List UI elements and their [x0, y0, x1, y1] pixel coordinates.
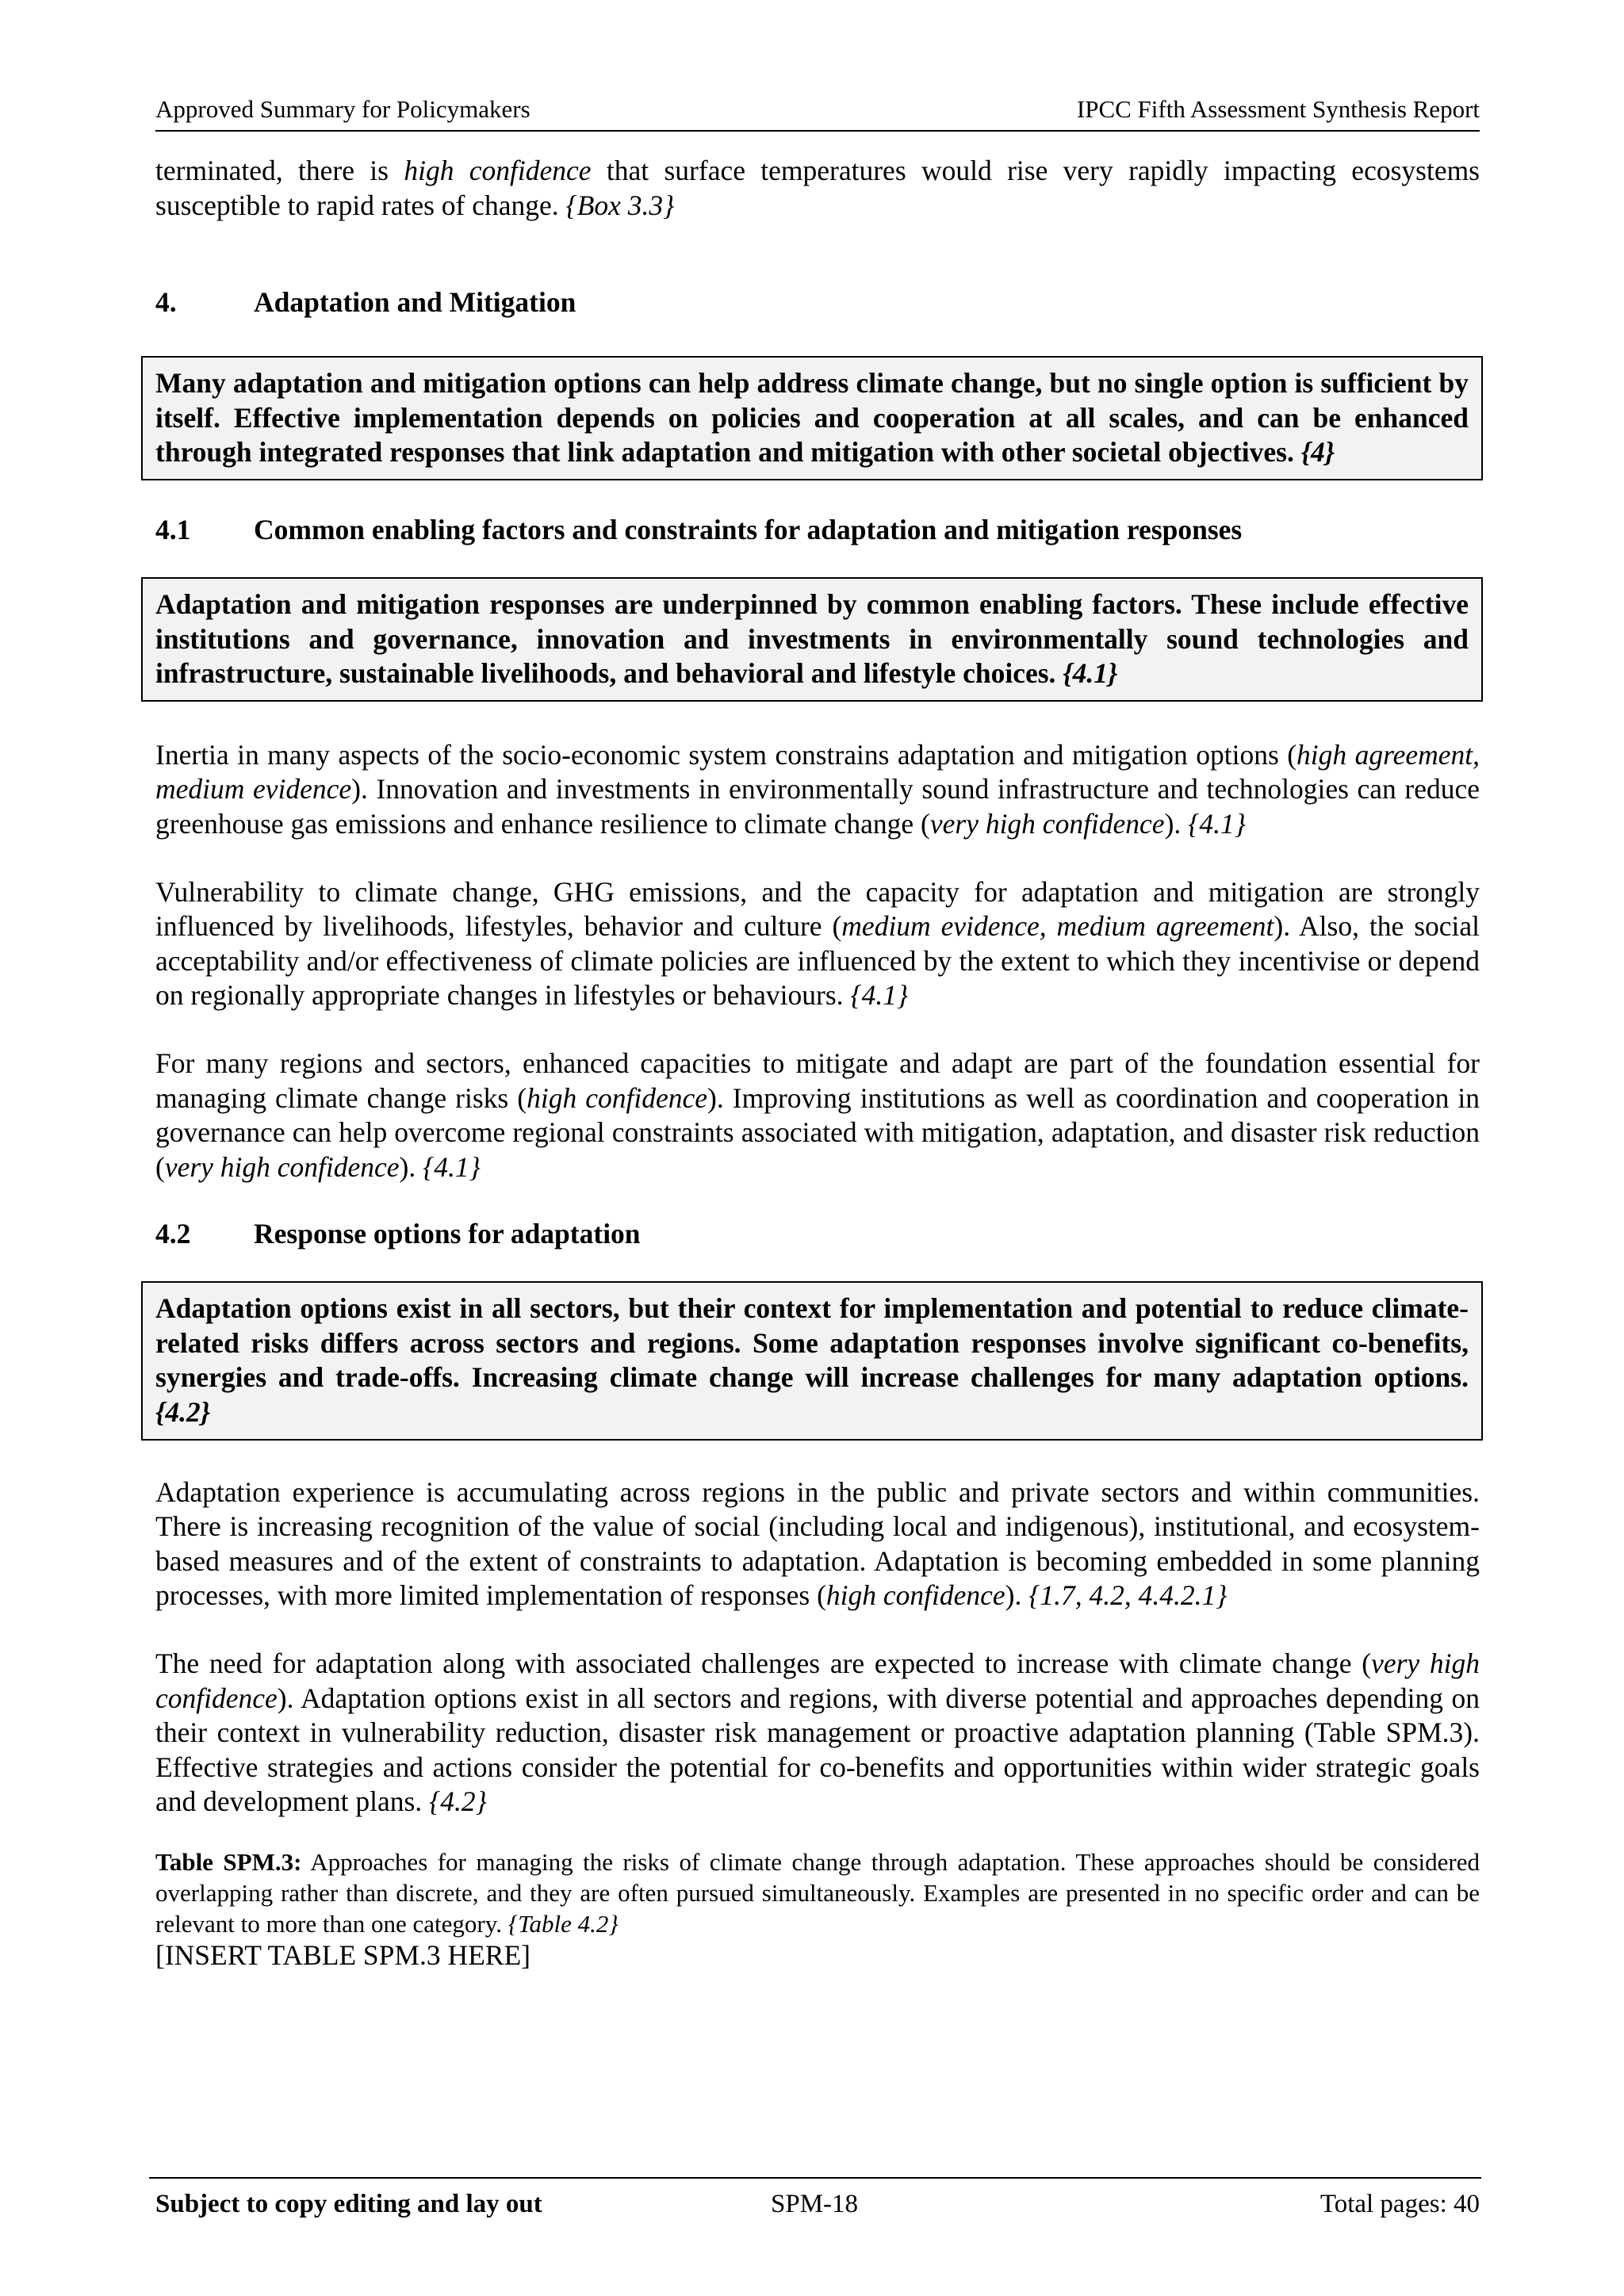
intro-paragraph: terminated, there is high confidence that surface temperatures would rise very rapidly impacting ecosystems susceptible to rapid rates of change. {Box 3.3} — [155, 155, 1480, 221]
header-left: Approved Summary for Policymakers — [155, 95, 530, 123]
paragraph-adaptation-experience: Adaptation experience is accumulating across regions in the public and private sectors and within communities. There is increasing recognition of the value of social (including local and indigenous), institutional, and ecosystem-based measures and of the extent of constraints to adaptation. Adaptation is becoming embedded in some planning processes, with more limited implementation of responses (high confidence). {1.7, 4.2, 4.4.2.1} — [155, 1475, 1480, 1612]
running-header — [155, 94, 1480, 132]
section-4-heading — [155, 285, 1480, 320]
paragraph-inertia: Inertia in many aspects of the socio-economic system constrains adaptation and mitigation options (high agreement, medium evidence). Innovation and investments in environmentally sound infrastructure and technologies can reduce greenhouse gas emissions and enhance resilience to climate change (very high confidence). {4.1} — [155, 738, 1480, 840]
page — [155, 94, 1480, 1971]
section-title: Common enabling factors and constraints for adaptation and mitigation responses — [254, 513, 1243, 545]
key-message: Adaptation and mitigation responses are underpinned by common enabling factors. These include effective institutions and governance, innovation and investments in environmentally sound technologies and infrastructure, sustainable livelihoods, and behavioral and lifestyle choices. {4.1} — [155, 587, 1469, 690]
table-placeholder: [INSERT TABLE SPM.3 HERE] — [155, 1939, 530, 1971]
footer-left: Subject to copy editing and lay out — [155, 2190, 542, 2218]
section-title: Adaptation and Mitigation — [254, 286, 576, 319]
key-message: Many adaptation and mitigation options can help address climate change, but no single option is sufficient by itself. Effective implementation depends on policies and cooperation at all scales, and can be enhanced through integrated responses that link adaptation and mitigation with other societal objectives. {4} — [155, 367, 1469, 469]
section-title: Response options for adaptation — [254, 1218, 641, 1250]
paragraph-capacities: For many regions and sectors, enhanced capacities to mitigate and adapt are part of the foundation essential for managing climate change risks (high confidence). Improving institutions as well as coordination and cooperation in governance can help overcome regional constraints associated with mitigation, adaptation, and disaster risk reduction (very high confidence). {4.1} — [155, 1047, 1480, 1183]
paragraph-need-for-adaptation: The need for adaptation along with associated challenges are expected to increase with climate change (very high confidence). Adaptation options exist in all sectors and regions, with diverse potential and approaches depending on their context in vulnerability reduction, disaster risk management or proactive adaptation planning (Table SPM.3). Effective strategies and actions consider the potential for co-benefits and opportunities within wider strategic goals and development plans. {4.2} — [155, 1647, 1480, 1818]
section-4-1-heading — [155, 512, 1480, 547]
section-4-2-heading — [155, 1216, 1480, 1251]
total-pages: Total pages: 40 — [1320, 2190, 1480, 2218]
key-message: Adaptation options exist in all sectors, but their context for implementation and potential to reduce climate-related risks differs across sectors and regions. Some adaptation responses involve significant co-benefits, synergies and trade-offs. Increasing climate change will increase challenges for many adaptation options. {4.2} — [155, 1292, 1469, 1429]
footer — [149, 2177, 1481, 2218]
section-number: 4.1 — [155, 513, 191, 545]
section-4-1-key-message-box — [141, 577, 1483, 702]
section-number: 4.2 — [155, 1218, 191, 1250]
paragraph-vulnerability: Vulnerability to climate change, GHG emissions, and the capacity for adaptation and mitigation are strongly influenced by livelihoods, lifestyles, behavior and culture (medium evidence, medium agreement). Also, the social acceptability and/or effectiveness of climate policies are influenced by the extent to which they incentivise or depend on regionally appropriate changes in lifestyles or behaviours. {4.1} — [155, 875, 1480, 1012]
table-caption: Table SPM.3: Approaches for managing the risks of climate change through adaptation. These approaches should be considered overlapping rather than discrete, and they are often pursued simultaneously. Examples are presented in no specific order and can be relevant to more than one category. {Table 4.2} — [155, 1848, 1480, 1938]
page-number: SPM-18 — [771, 2190, 859, 2218]
table-label: Table SPM.3: — [155, 1848, 302, 1876]
section-number: 4. — [155, 286, 177, 319]
section-4-key-message-box — [141, 356, 1483, 480]
header-right: IPCC Fifth Assessment Synthesis Report — [1076, 95, 1480, 123]
section-4-2-key-message-box — [141, 1281, 1483, 1440]
